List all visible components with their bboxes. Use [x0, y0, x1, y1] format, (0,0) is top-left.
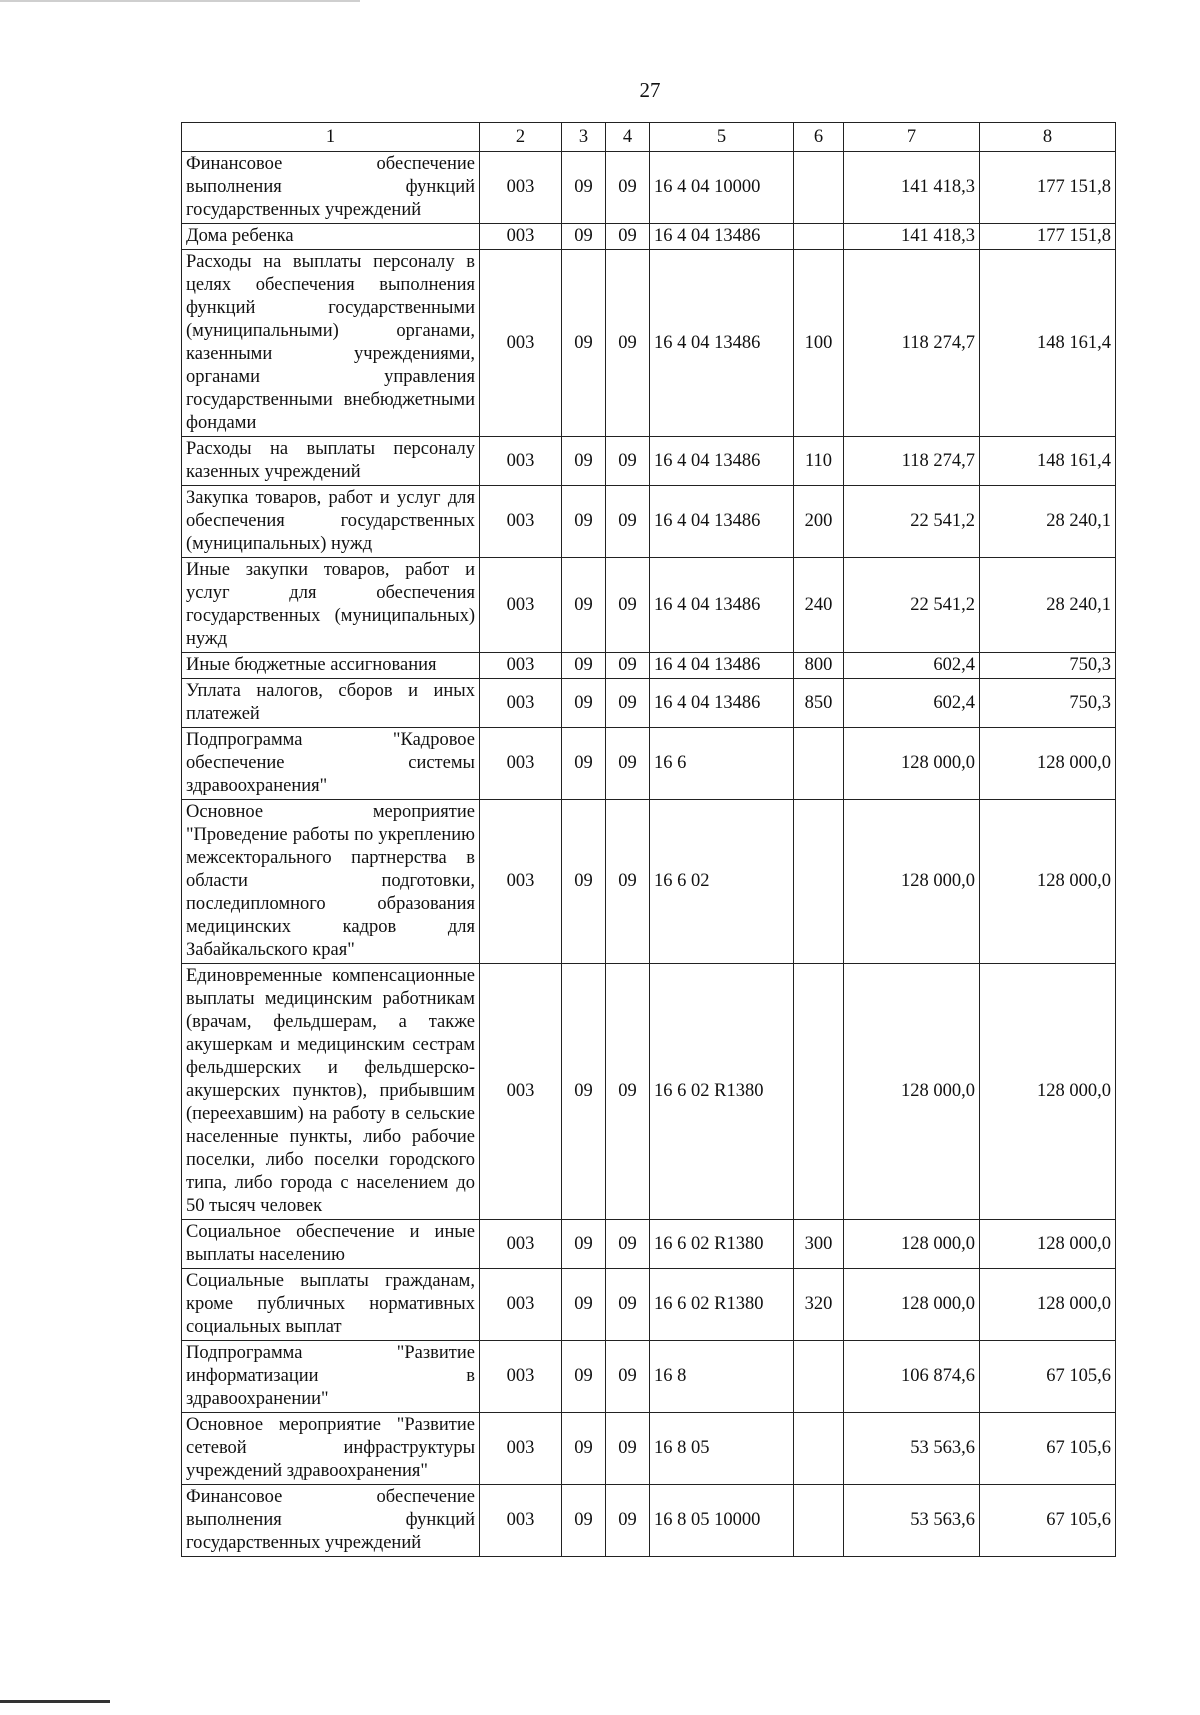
row-amount-col8-cell: 177 151,8 — [980, 152, 1116, 224]
header-col-2: 2 — [480, 123, 562, 152]
row-code-cell: 003 — [480, 250, 562, 437]
row-section-cell: 09 — [562, 964, 606, 1220]
table-row — [182, 964, 1116, 1220]
row-expense-type-cell: 850 — [794, 679, 844, 728]
row-subsection-cell: 09 — [606, 250, 650, 437]
table-row — [182, 800, 1116, 964]
header-col-5: 5 — [650, 123, 794, 152]
header-col-8: 8 — [980, 123, 1116, 152]
row-subsection-cell: 09 — [606, 486, 650, 558]
row-amount-col8-cell: 67 105,6 — [980, 1485, 1116, 1557]
row-amount-col8-cell: 128 000,0 — [980, 800, 1116, 964]
row-section-cell: 09 — [562, 1269, 606, 1341]
row-amount-col8-cell: 148 161,4 — [980, 250, 1116, 437]
table-row — [182, 224, 1116, 250]
row-expense-type-cell: 300 — [794, 1220, 844, 1269]
row-amount-col7-cell: 128 000,0 — [844, 964, 980, 1220]
row-target-article-cell: 16 4 04 10000 — [650, 152, 794, 224]
row-amount-col7-cell: 602,4 — [844, 653, 980, 679]
row-code-cell: 003 — [480, 1341, 562, 1413]
row-expense-type-cell — [794, 224, 844, 250]
table-row — [182, 437, 1116, 486]
row-section-cell: 09 — [562, 1413, 606, 1485]
row-name-cell: Уплата налогов, сборов и иных платежей — [182, 679, 480, 728]
row-expense-type-cell: 800 — [794, 653, 844, 679]
table-row — [182, 250, 1116, 437]
row-amount-col8-cell: 67 105,6 — [980, 1341, 1116, 1413]
row-expense-type-cell: 320 — [794, 1269, 844, 1341]
row-amount-col8-cell: 148 161,4 — [980, 437, 1116, 486]
row-code-cell: 003 — [480, 679, 562, 728]
row-name-cell: Социальное обеспечение и иные выплаты населению — [182, 1220, 480, 1269]
row-subsection-cell: 09 — [606, 728, 650, 800]
row-target-article-cell: 16 8 05 — [650, 1413, 794, 1485]
row-section-cell: 09 — [562, 728, 606, 800]
header-col-1: 1 — [182, 123, 480, 152]
row-code-cell: 003 — [480, 437, 562, 486]
row-expense-type-cell — [794, 800, 844, 964]
table-row — [182, 728, 1116, 800]
row-subsection-cell: 09 — [606, 558, 650, 653]
row-name-cell: Иные закупки товаров, работ и услуг для обеспечения государственных (муниципальных) нужд — [182, 558, 480, 653]
table-row — [182, 1269, 1116, 1341]
row-expense-type-cell — [794, 964, 844, 1220]
row-amount-col7-cell: 118 274,7 — [844, 437, 980, 486]
row-target-article-cell: 16 6 02 R1380 — [650, 1269, 794, 1341]
table-body — [182, 152, 1116, 1557]
row-section-cell: 09 — [562, 152, 606, 224]
row-amount-col7-cell: 118 274,7 — [844, 250, 980, 437]
row-subsection-cell: 09 — [606, 679, 650, 728]
row-code-cell: 003 — [480, 152, 562, 224]
row-code-cell: 003 — [480, 558, 562, 653]
table-row — [182, 1413, 1116, 1485]
row-amount-col8-cell: 750,3 — [980, 653, 1116, 679]
row-target-article-cell: 16 8 — [650, 1341, 794, 1413]
row-amount-col7-cell: 22 541,2 — [844, 558, 980, 653]
row-section-cell: 09 — [562, 1220, 606, 1269]
scan-edge-mark — [0, 1700, 110, 1703]
row-amount-col8-cell: 28 240,1 — [980, 558, 1116, 653]
row-name-cell: Основное мероприятие "Развитие сетевой инфраструктуры учреждений здравоохранения" — [182, 1413, 480, 1485]
row-name-cell: Закупка товаров, работ и услуг для обеспечения государственных (муниципальных) нужд — [182, 486, 480, 558]
row-name-cell: Единовременные компенсационные выплаты медицинским работникам (врачам, фельдшерам, а также акушеркам и медицинским сестрам фельдшерских и фельдшерско-акушерских пунктов), прибывшим (переехавшим) на работу в сельские населенные пункты, либо рабочие поселки, либо поселки городского типа, либо города с населением до 50 тысяч человек — [182, 964, 480, 1220]
row-amount-col8-cell: 750,3 — [980, 679, 1116, 728]
row-code-cell: 003 — [480, 1485, 562, 1557]
row-amount-col8-cell: 128 000,0 — [980, 728, 1116, 800]
table-row — [182, 486, 1116, 558]
row-expense-type-cell: 240 — [794, 558, 844, 653]
row-amount-col7-cell: 128 000,0 — [844, 1269, 980, 1341]
row-name-cell: Основное мероприятие "Проведение работы по укреплению межсекторального партнерства в области подготовки, последипломного образования медицинских кадров для Забайкальского края" — [182, 800, 480, 964]
row-expense-type-cell: 200 — [794, 486, 844, 558]
row-subsection-cell: 09 — [606, 1485, 650, 1557]
row-target-article-cell: 16 4 04 13486 — [650, 486, 794, 558]
row-code-cell: 003 — [480, 1269, 562, 1341]
row-expense-type-cell — [794, 1485, 844, 1557]
row-code-cell: 003 — [480, 964, 562, 1220]
row-subsection-cell: 09 — [606, 1220, 650, 1269]
row-section-cell: 09 — [562, 679, 606, 728]
row-amount-col7-cell: 128 000,0 — [844, 1220, 980, 1269]
row-amount-col8-cell: 128 000,0 — [980, 1269, 1116, 1341]
row-amount-col7-cell: 602,4 — [844, 679, 980, 728]
row-subsection-cell: 09 — [606, 1341, 650, 1413]
row-subsection-cell: 09 — [606, 653, 650, 679]
row-expense-type-cell: 110 — [794, 437, 844, 486]
row-name-cell: Подпрограмма "Кадровое обеспечение системы здравоохранения" — [182, 728, 480, 800]
row-section-cell: 09 — [562, 653, 606, 679]
row-amount-col8-cell: 128 000,0 — [980, 964, 1116, 1220]
row-code-cell: 003 — [480, 1413, 562, 1485]
row-amount-col8-cell: 28 240,1 — [980, 486, 1116, 558]
table-row — [182, 1220, 1116, 1269]
header-row — [182, 123, 1116, 152]
header-col-4: 4 — [606, 123, 650, 152]
page-number: 27 — [639, 78, 661, 102]
row-subsection-cell: 09 — [606, 437, 650, 486]
row-target-article-cell: 16 4 04 13486 — [650, 250, 794, 437]
row-amount-col7-cell: 128 000,0 — [844, 728, 980, 800]
row-amount-col7-cell: 22 541,2 — [844, 486, 980, 558]
header-col-3: 3 — [562, 123, 606, 152]
row-code-cell: 003 — [480, 486, 562, 558]
table-row — [182, 558, 1116, 653]
row-amount-col7-cell: 106 874,6 — [844, 1341, 980, 1413]
row-code-cell: 003 — [480, 1220, 562, 1269]
row-amount-col7-cell: 141 418,3 — [844, 224, 980, 250]
row-target-article-cell: 16 4 04 13486 — [650, 224, 794, 250]
row-amount-col7-cell: 53 563,6 — [844, 1485, 980, 1557]
table-row — [182, 152, 1116, 224]
row-code-cell: 003 — [480, 224, 562, 250]
row-subsection-cell: 09 — [606, 152, 650, 224]
row-target-article-cell: 16 6 — [650, 728, 794, 800]
row-amount-col8-cell: 67 105,6 — [980, 1413, 1116, 1485]
row-section-cell: 09 — [562, 437, 606, 486]
row-subsection-cell: 09 — [606, 224, 650, 250]
row-amount-col7-cell: 128 000,0 — [844, 800, 980, 964]
table-row — [182, 1485, 1116, 1557]
row-name-cell: Социальные выплаты гражданам, кроме публичных нормативных социальных выплат — [182, 1269, 480, 1341]
row-code-cell: 003 — [480, 800, 562, 964]
budget-table — [181, 122, 1116, 1557]
row-section-cell: 09 — [562, 1341, 606, 1413]
row-amount-col7-cell: 141 418,3 — [844, 152, 980, 224]
row-section-cell: 09 — [562, 558, 606, 653]
row-expense-type-cell — [794, 1413, 844, 1485]
row-expense-type-cell: 100 — [794, 250, 844, 437]
row-amount-col8-cell: 177 151,8 — [980, 224, 1116, 250]
row-name-cell: Иные бюджетные ассигнования — [182, 653, 480, 679]
row-expense-type-cell — [794, 1341, 844, 1413]
row-amount-col8-cell: 128 000,0 — [980, 1220, 1116, 1269]
row-section-cell: 09 — [562, 486, 606, 558]
row-target-article-cell: 16 4 04 13486 — [650, 558, 794, 653]
row-code-cell: 003 — [480, 653, 562, 679]
row-section-cell: 09 — [562, 1485, 606, 1557]
row-name-cell: Дома ребенка — [182, 224, 480, 250]
row-subsection-cell: 09 — [606, 964, 650, 1220]
header-col-7: 7 — [844, 123, 980, 152]
table-row — [182, 679, 1116, 728]
row-target-article-cell: 16 6 02 — [650, 800, 794, 964]
row-amount-col7-cell: 53 563,6 — [844, 1413, 980, 1485]
row-section-cell: 09 — [562, 250, 606, 437]
row-target-article-cell: 16 8 05 10000 — [650, 1485, 794, 1557]
row-code-cell: 003 — [480, 728, 562, 800]
row-name-cell: Расходы на выплаты персоналу в целях обеспечения выполнения функций государственными (муниципальными) органами, казенными учреждениями, органами управления государственными внебюджетными фондами — [182, 250, 480, 437]
row-expense-type-cell — [794, 728, 844, 800]
row-subsection-cell: 09 — [606, 800, 650, 964]
row-target-article-cell: 16 4 04 13486 — [650, 653, 794, 679]
table-row — [182, 653, 1116, 679]
table-header — [182, 123, 1116, 152]
row-expense-type-cell — [794, 152, 844, 224]
row-target-article-cell: 16 6 02 R1380 — [650, 964, 794, 1220]
row-name-cell: Финансовое обеспечение выполнения функций государственных учреждений — [182, 1485, 480, 1557]
row-target-article-cell: 16 4 04 13486 — [650, 437, 794, 486]
header-col-6: 6 — [794, 123, 844, 152]
row-subsection-cell: 09 — [606, 1413, 650, 1485]
row-subsection-cell: 09 — [606, 1269, 650, 1341]
table-row — [182, 1341, 1116, 1413]
row-name-cell: Финансовое обеспечение выполнения функций государственных учреждений — [182, 152, 480, 224]
row-name-cell: Расходы на выплаты персоналу казенных учреждений — [182, 437, 480, 486]
scan-edge-line — [0, 0, 360, 2]
row-section-cell: 09 — [562, 224, 606, 250]
row-target-article-cell: 16 4 04 13486 — [650, 679, 794, 728]
row-target-article-cell: 16 6 02 R1380 — [650, 1220, 794, 1269]
row-name-cell: Подпрограмма "Развитие информатизации в здравоохранении" — [182, 1341, 480, 1413]
row-section-cell: 09 — [562, 800, 606, 964]
